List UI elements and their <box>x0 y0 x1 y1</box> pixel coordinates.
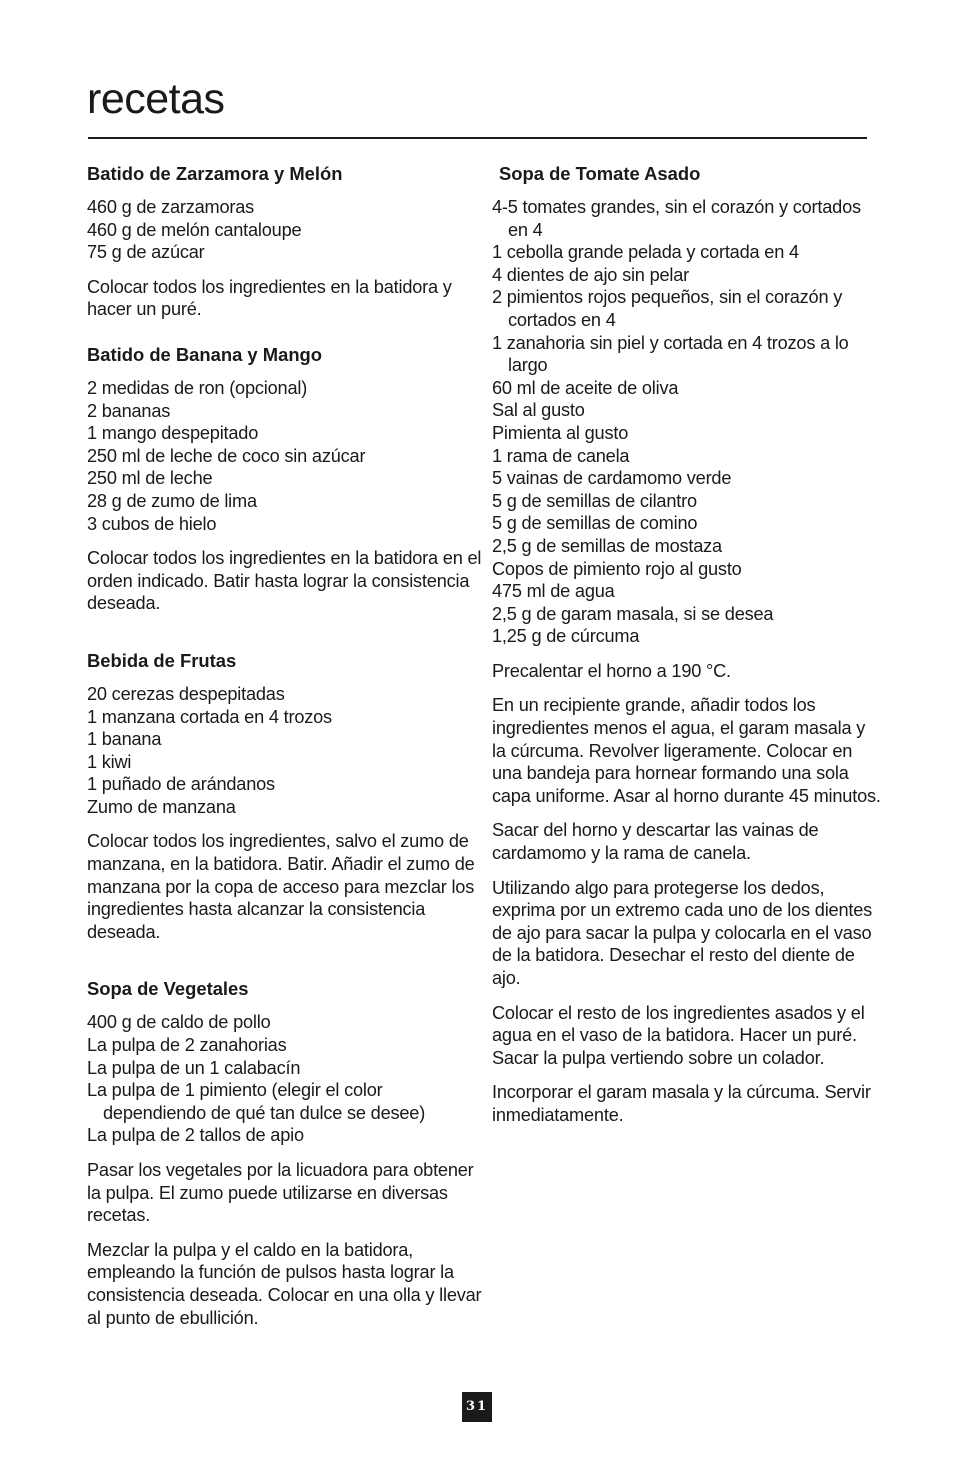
ingredient-item: 460 g de zarzamoras <box>87 197 255 217</box>
ingredient-item: La pulpa de 2 tallos de apio <box>87 1125 304 1146</box>
ingredient-item: 5 g de semillas de comino <box>492 513 698 534</box>
ingredient-item: 1 mango despepitado <box>87 423 259 444</box>
ingredient-item: 2,5 g de garam masala, si se desea <box>492 603 774 624</box>
ingredient-item: 1,25 g de cúrcuma <box>492 626 640 647</box>
recipe-banana-mango-smoothie <box>87 343 482 615</box>
ingredient-item: 475 ml de agua <box>492 581 615 602</box>
ingredient-item: 1 cebolla grande pelada y cortada en 4 <box>492 242 799 263</box>
ingredient-item: 4 dientes de ajo sin pelar <box>492 264 690 285</box>
ingredient-item: 75 g de azúcar <box>87 242 205 263</box>
ingredient-item: 2 pimientos rojos pequeños, sin el corazón y cortados en 4 <box>492 287 843 330</box>
ingredient-item: Sal al gusto <box>492 400 585 421</box>
ingredient-item: 1 zanahoria sin piel y cortada en 4 trozos a lo largo <box>492 332 849 376</box>
instruction-paragraph: Colocar todos los ingredientes en la batidora y hacer un puré. <box>87 276 452 320</box>
ingredient-item: 1 rama de canela <box>492 445 630 466</box>
ingredient-list <box>87 683 482 819</box>
ingredient-item: 4-5 tomates grandes, sin el corazón y cortados en 4 <box>492 197 861 240</box>
ingredient-item: 1 puñado de arándanos <box>87 774 275 795</box>
ingredient-item: 400 g de caldo de pollo <box>87 1012 271 1033</box>
ingredient-item: La pulpa de 1 pimiento (elegir el color dependiendo de qué tan dulce se desee) <box>87 1080 426 1123</box>
recipe-fruit-drink <box>87 649 482 944</box>
instruction-paragraph: En un recipiente grande, añadir todos los ingredientes menos el agua, el garam masala y la cúrcuma. Revolver ligeramente. Colocar en una bandeja para hornear formando una sola capa uniforme. Asar al horno durante 45 minutos. <box>492 695 881 806</box>
recipe-title: Bebida de Frutas <box>87 649 237 671</box>
ingredient-item: 3 cubos de hielo <box>87 513 217 534</box>
recipe-blackberry-melon-smoothie <box>87 162 482 321</box>
ingredient-item: 2,5 g de semillas de mostaza <box>492 535 722 556</box>
ingredient-item: 1 manzana cortada en 4 trozos <box>87 706 332 727</box>
ingredient-item: 60 ml de aceite de oliva <box>492 377 679 398</box>
instruction-paragraph: Utilizando algo para protegerse los dedos, exprima por un extremo cada uno de los dientes de ajo para sacar la pulpa y colocarla en el vaso de la batidora. Desechar el resto del diente de ajo. <box>492 877 873 988</box>
instruction-paragraph: Colocar el resto de los ingredientes asados y el agua en el vaso de la batidora. Hacer un puré. Sacar la pulpa vertiendo sobre un colador. <box>492 1002 865 1068</box>
recipe-title: Sopa de Tomate Asado <box>499 163 701 184</box>
ingredient-list <box>87 1011 482 1147</box>
instruction-paragraph: Colocar todos los ingredientes, salvo el zumo de manzana, en la batidora. Batir. Añadir el zumo de manzana por la copa de acceso para mezclar los ingredientes hasta alcanzar la consistencia deseada. <box>87 831 475 942</box>
recipe-title: Batido de Zarzamora y Melón <box>87 163 343 184</box>
ingredient-item: La pulpa de un 1 calabacín <box>87 1057 301 1078</box>
recipe-title: Sopa de Vegetales <box>87 978 249 1000</box>
ingredient-item: La pulpa de 2 zanahorias <box>87 1035 287 1056</box>
ingredient-item: 250 ml de leche <box>87 468 213 489</box>
instruction-paragraph: Precalentar el horno a 190 °C. <box>492 660 731 681</box>
right-column <box>492 162 882 1139</box>
ingredient-item: 1 banana <box>87 729 162 750</box>
page-title: recetas <box>87 75 225 123</box>
ingredient-list <box>492 196 882 648</box>
ingredient-item: Zumo de manzana <box>87 796 236 817</box>
ingredient-item: 1 kiwi <box>87 751 132 772</box>
instruction-paragraph: Incorporar el garam masala y la cúrcuma. Servir inmediatamente. <box>492 1082 871 1125</box>
ingredient-item: 5 vainas de cardamomo verde <box>492 468 732 489</box>
recipe-title: Batido de Banana y Mango <box>87 343 323 365</box>
ingredient-item: 250 ml de leche de coco sin azúcar <box>87 445 366 466</box>
ingredient-item: Pimienta al gusto <box>492 422 629 443</box>
recipe-vegetable-soup <box>87 977 482 1329</box>
ingredient-item: 460 g de melón cantaloupe <box>87 219 302 240</box>
ingredient-item: 2 bananas <box>87 400 171 421</box>
ingredient-list <box>87 377 482 535</box>
ingredient-item: Copos de pimiento rojo al gusto <box>492 558 742 579</box>
recipe-roasted-tomato-soup <box>492 162 882 1127</box>
instruction-paragraph: Mezclar la pulpa y el caldo en la batidora, empleando la función de pulsos hasta lograr la consistencia deseada. Colocar en una olla y llevar al punto de ebullición. <box>87 1239 482 1328</box>
ingredient-item: 28 g de zumo de lima <box>87 490 257 511</box>
left-column <box>87 162 482 1341</box>
instruction-paragraph: Colocar todos los ingredientes en la batidora en el orden indicado. Batir hasta lograr la consistencia deseada. <box>87 548 482 614</box>
ingredient-item: 20 cerezas despepitadas <box>87 683 285 704</box>
instruction-paragraph: Pasar los vegetales por la licuadora para obtener la pulpa. El zumo puede utilizarse en diversas recetas. <box>87 1160 474 1226</box>
instruction-paragraph: Sacar del horno y descartar las vainas de cardamomo y la rama de canela. <box>492 820 819 864</box>
page-number-badge: 31 <box>462 1392 492 1422</box>
title-divider <box>88 137 867 139</box>
ingredient-item: 2 medidas de ron (opcional) <box>87 377 308 398</box>
ingredient-item: 5 g de semillas de cilantro <box>492 490 697 511</box>
ingredient-list <box>87 196 482 264</box>
